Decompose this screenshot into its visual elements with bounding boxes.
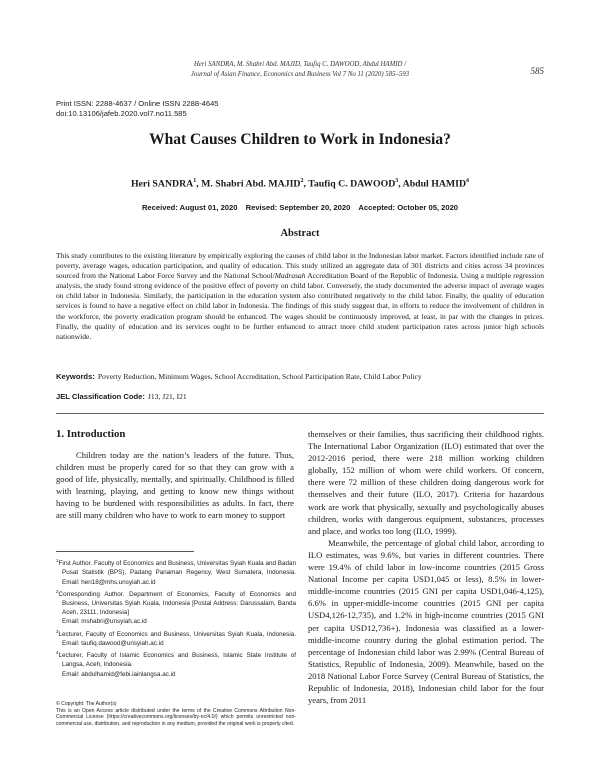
jel-text: J13, J21, I21 xyxy=(147,392,187,401)
intro-column-right xyxy=(308,428,544,706)
footnotes xyxy=(56,556,296,679)
footnote-text: Lecturer, Faculty of Economics and Business, Universitas Syiah Kuala, Indonesia. Email: taufiq.dawood@unsyiah.ac.id xyxy=(58,630,296,647)
received-date: Received: August 01, 2020 xyxy=(141,203,238,212)
paper-title: What Causes Children to Work in Indonesia? xyxy=(149,131,451,148)
author-mark: 1 xyxy=(193,178,197,184)
copyright-notice xyxy=(56,701,296,727)
footnote-text: First Author. Faculty of Economics and Business, Universitas Syiah Kuala and Badan Pusat Statistik (BPS), Padang Pariaman Regency, West Sumatera, Indonesia. Email: heri18@mhs.unsyiah.ac.id xyxy=(58,560,296,586)
footnote-mark: 2 xyxy=(56,588,59,594)
author-mark: 4 xyxy=(466,178,470,184)
author-name: Heri SANDRA xyxy=(130,178,194,190)
section-divider xyxy=(56,413,544,414)
jel-codes xyxy=(56,392,544,402)
keywords xyxy=(56,372,544,382)
accepted-date: Accepted: October 05, 2020 xyxy=(358,203,459,212)
doi-line: doi:10.13106/jafeb.2020.vol7.no11.585 xyxy=(56,109,187,118)
running-head xyxy=(150,60,450,80)
author-list: Heri SANDRA$^1$, M. Shabri Abd. MAJID$^2$, Taufiq C. DAWOOD$^3$, Abdul HAMID$^4$ xyxy=(130,178,470,190)
keywords-text: Poverty Reduction, Minimum Wages, School Accreditation, School Participation Rate, Child Labor Policy xyxy=(97,372,422,381)
footnote-divider xyxy=(56,551,194,552)
abstract-text xyxy=(56,251,544,342)
footnote-mark: 4 xyxy=(56,650,59,656)
footnote xyxy=(56,648,296,679)
license-text: This is an Open Access article distributed under the terms of the Creative Commons Attribution Non-Commercial License (https://creativecommons.org/licenses/by-nc/4.0/) which permits unrestricted non-commercial use, distribution, and reproduction in any medium, provided the original work is properly cited. xyxy=(56,707,296,727)
copyright-line: © Copyright: The Author(s) xyxy=(56,701,117,707)
footnote xyxy=(56,627,296,649)
running-head-journal: Journal of Asian Finance, Economics and Business Vol 7 No 11 (2020) 585–593 xyxy=(190,71,410,78)
author-name: Taufiq C. DAWOOD xyxy=(308,178,396,190)
footnote-email: Email: abdulhamid@febi.iainlangsa.ac.id xyxy=(62,670,176,678)
page-number: 585 xyxy=(530,66,544,76)
footnote xyxy=(56,587,296,627)
footnote-text: Corresponding Author. Department of Economics, Faculty of Economics and Business, Universitas Syiah Kuala, Indonesia [Postal Address: Darussalam, Banda Aceh, 23111, Indonesia] xyxy=(58,590,296,617)
footnote xyxy=(56,556,296,587)
footnote-email: Email: mshabri@unsyiah.ac.id xyxy=(62,618,147,626)
issn-block xyxy=(56,99,219,119)
jel-label: JEL Classification Code: xyxy=(56,392,145,401)
author-mark: 3 xyxy=(395,178,399,184)
abstract-italic: Madrasah xyxy=(274,271,306,281)
intro-paragraph: Meanwhile, the percentage of global child labor, according to ILO estimates, was 9.6%, but varies in different countries. There were 19.4% of child labor in low-income countries (2015 Gross National Income per capita USD1,045 or less), 8.5% in lower-middle-income countries (2015 GNI per capita USD1,046-4,125), 6.6% in upper-middle-income countries (2015 GNI per capita USD4,126-12,735), and 1.2% in high-income countries (2015 GNI per capita USD12,736+). Indonesia was classified as a lower-middle-income country during the global estimation period. The percentage of Indonesian child labor was 2.99% (Central Bureau of Statistics, Republic of Indonesia, 2009). Meanwhile, based on the 2018 National Labor Force Survey (Central Bureau of Statistics, the Republic of Indonesia, 2018), Indonesian child labor for the four years, from 2011 xyxy=(308,537,544,706)
introduction-heading: 1. Introduction xyxy=(56,428,126,440)
intro-paragraph-left: Children today are the nation’s leaders of the future. Thus, children must be properly cared for so that they can grow with a good of life, physically, mentally, and spiritually. Childhood is filled with learning, playing, and getting to know new things without having to be burdened with responsibilities as adults. In fact, there are still many children who have to work to earn money to support xyxy=(56,450,294,521)
footnote-text: Lecturer, Faculty of Islamic Economics and Business, Islamic State Institute of Langsa, Aceh, Indonesia. xyxy=(58,652,296,669)
intro-paragraph: themselves or their families, thus sacrificing their childhood rights. The International Labor Organization (ILO) estimated that over the 2012-2016 period, there were 218 million working children globally, 152 million of whom were child workers. Of concern, there were 72 million of these children doing dangerous work for themselves and their future (ILO, 2017). Criteria for hazardous work are work that physically, sexually and psychologically abuses children, works with dangerous equipment, substances, processes and place, and works too long (ILO, 1999). xyxy=(308,429,544,536)
abstract-part: Accreditation Board of the Republic of Indonesia. Using a multiple regression analysis, the study found strong evidence of the positive effect of poverty on child labor. Conversely, the study documented the adverse impact of average wages on child labor in Indonesia. Similarly, the participation in the education system also contributed negatively to the child labor. Finally, the quality of education services is found to have a negative effect on child labor in Indonesia. The findings of this study suggest that, in efforts to reduce the involvement of children in the workforce, the poverty eradication program should be enhanced. The wages should be continuously improved, at least, in par with the changes in prices. Finally, the quality of education and its services ought to be further enhanced to attract more child student participation rates across junior high schools nationwide. xyxy=(56,271,544,341)
author-mark: 2 xyxy=(300,178,304,184)
keywords-label: Keywords: xyxy=(56,372,95,381)
abstract-part: This study contributes to the existing literature by empirically exploring the causes of child labor in the Indonesian labor market. Factors identified include rate of poverty, average wages, education participation, and quality of education. This study utilized an aggregate data of 301 districts and cities across 34 provinces sourced from the National Labor Force Survey and the National School/ xyxy=(56,251,544,281)
author-name: M. Shabri Abd. MAJID xyxy=(201,178,301,190)
issn-line: Print ISSN: 2288-4637 / Online ISSN 2288-4645 xyxy=(56,99,219,108)
author-name: Abdul HAMID xyxy=(402,178,467,190)
footnote-mark: 3 xyxy=(56,628,59,634)
revised-date: Revised: September 20, 2020 xyxy=(245,203,351,212)
footnote-mark: 1 xyxy=(56,558,59,563)
abstract-heading: Abstract xyxy=(280,228,320,239)
submission-dates xyxy=(56,203,544,212)
running-head-authors: Heri SANDRA, M. Shabri Abd. MAJID, Taufiq C. DAWOOD, Abdul HAMID / xyxy=(193,61,406,68)
